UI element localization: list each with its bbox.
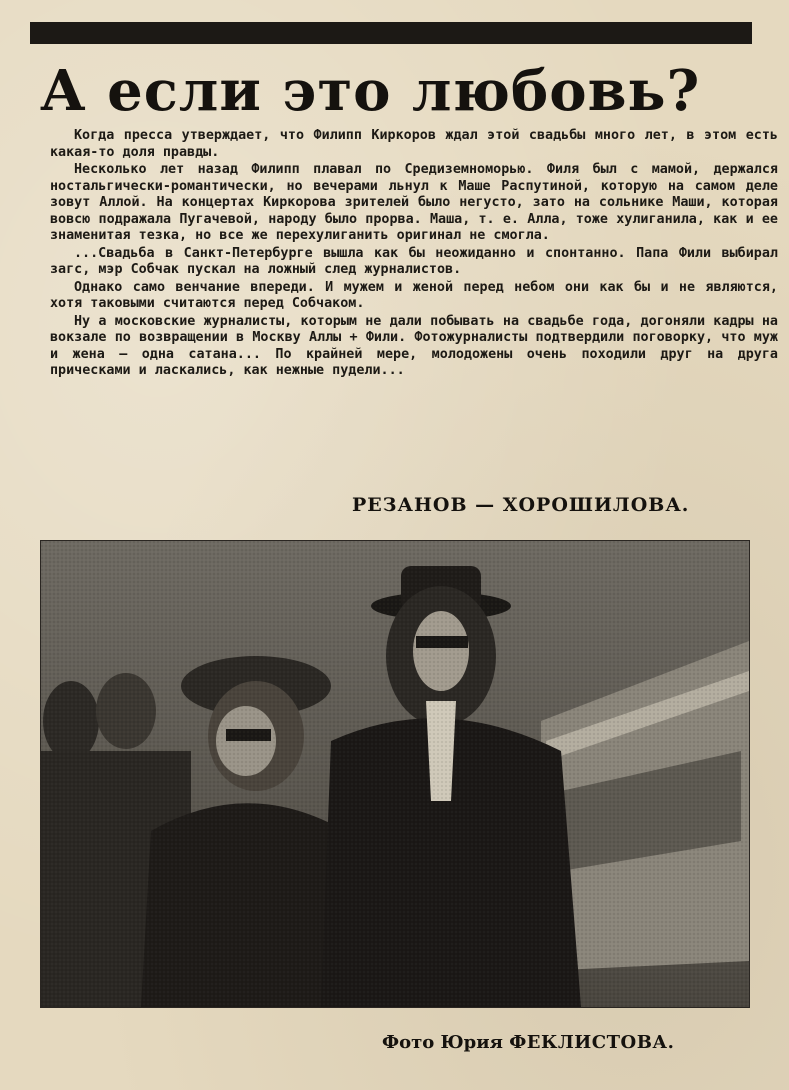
news-photo [40,540,750,1008]
headline: А если это любовь? [40,58,701,124]
author-byline: РЕЗАНОВ — ХОРОШИЛОВА. [352,494,690,516]
photo-illustration [41,541,749,1007]
photo-credit [382,1032,742,1053]
article-paragraph: Несколько лет назад Филипп плавал по Средиземноморью. Филя был с мамой, держался ностальгически-романтически, но вечерами льнул к Маше Распутиной, которую на самом деле зовут Аллой. На концертах Киркорова зрителей было негусто, зато на сольнике Маши, которая вовсю подражала Пугачевой, народу было прорва. Маша, т. е. Алла, тоже хулиганила, как и ее знаменитая тезка, но все же перехулиганить оригинал не смогла. [50,162,778,243]
article-paragraph: Ну а московские журналисты, которым не дали побывать на свадьбе года, догоняли кадры на вокзале по возвращении в Москву Аллы + Фили. Фотожурналисты подтвердили поговорку, что муж и жена — одна сатана... По крайней мере, молодожены очень походили друг на друга прическами и ласкались, как нежные пудели... [50,313,778,378]
header-rule [30,22,752,44]
article-paragraph: ...Свадьба в Санкт-Петербурге вышла как бы неожиданно и спонтанно. Папа Фили выбирал загс, мэр Собчак пускал на ложный след журналистов. [50,245,778,277]
article-body [50,128,778,381]
photo-credit-prefix: Фото Юрия [382,1032,503,1053]
article-paragraph: Когда пресса утверждает, что Филипп Киркоров ждал этой свадьбы много лет, в этом есть какая-то доля правды. [50,128,778,160]
photo-credit-name: ФЕКЛИСТОВА. [509,1032,675,1053]
article-paragraph: Однако само венчание впереди. И мужем и женой перед небом они как бы и не являются, хотя таковыми считаются перед Собчаком. [50,279,778,311]
